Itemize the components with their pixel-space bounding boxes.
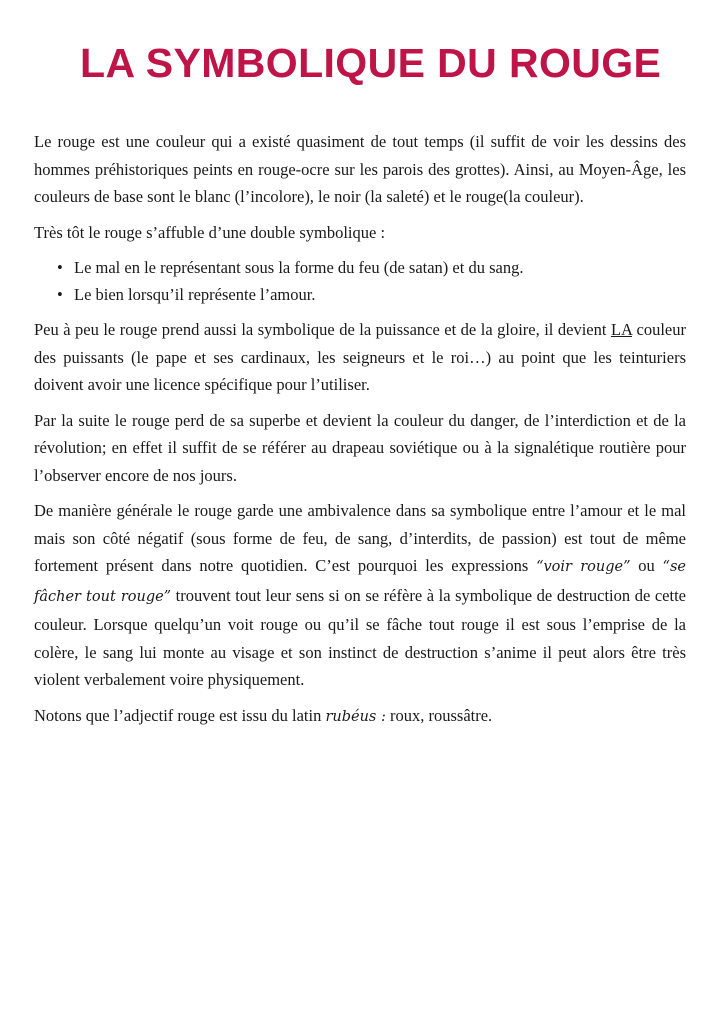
paragraph-danger: Par la suite le rouge perd de sa superbe et devient la couleur du danger, de l’interdiction et de la révolution; en effet il suffit de se référer au drapeau soviétique ou à la signalétique routière pour l’observer encore de nos jours. xyxy=(34,410,686,485)
emphasis-la: LA xyxy=(610,320,633,339)
paragraph-puissance xyxy=(34,316,686,399)
page-title: LA SYMBOLIQUE DU ROUGE xyxy=(80,40,662,86)
bullet-icon: • xyxy=(57,285,63,304)
list-item-text: Le mal en le représentant sous la forme du feu (de satan) et du sang. xyxy=(74,258,524,277)
paragraph-etymologie xyxy=(34,702,686,732)
paragraph-ambivalence xyxy=(34,497,686,694)
paragraph-text: Notons que l’adjectif rouge est issu du latin xyxy=(34,705,326,725)
document-body xyxy=(34,128,686,739)
paragraph-double-symbolique: Très tôt le rouge s’affuble d’une double symbolique : xyxy=(34,222,386,242)
paragraph-intro: Le rouge est une couleur qui a existé quasiment de tout temps (il suffit de voir les dessins des hommes préhistoriques peints en rouge-ocre sur les parois des grottes). Ainsi, au Moyen-Âge, les couleurs de base sont le blanc (l’incolore), le noir (la saleté) et le rouge(la couleur). xyxy=(34,132,686,206)
expression-se-facher-tout-rouge: “se fâcher tout rouge” xyxy=(34,559,686,605)
paragraph-text: ou xyxy=(630,556,663,575)
latin-word: rubéus : xyxy=(325,708,386,725)
expression-voir-rouge: “voir rouge” xyxy=(536,559,631,575)
paragraph-text: De manière générale le rouge garde une ambivalence dans sa symbolique entre l’amour et le mal mais son côté négatif (sous forme de feu, de sang, d’interdits, de passion) est tout de même fortement présent dans notre quotidien. C’est pourquoi les expressions xyxy=(34,501,686,575)
symbolique-list xyxy=(34,254,686,308)
list-item xyxy=(57,281,686,308)
paragraph-text: couleur des puissants (le pape et ses cardinaux, les seigneurs et le roi…) au point que les teinturiers doivent avoir une licence spécifique pour l’utiliser. xyxy=(34,320,686,394)
paragraph-text: roux, roussâtre. xyxy=(385,705,493,725)
paragraph-text: trouvent tout leur sens si on se réfère à la symbolique de destruction de cette couleur. Lorsque quelqu’un voit rouge ou qu’il se fâche tout rouge il est sous l’emprise de la colère, le sang lui monte au visage et son instinct de destruction s’anime il peut alors être très violent verbalement voire physiquement. xyxy=(34,585,686,689)
list-item-text: Le bien lorsqu’il représente l’amour. xyxy=(74,285,316,304)
list-item xyxy=(57,254,686,281)
bullet-icon: • xyxy=(57,258,63,277)
paragraph-text: Peu à peu le rouge prend aussi la symbolique de la puissance et de la gloire, il devient xyxy=(34,320,611,339)
